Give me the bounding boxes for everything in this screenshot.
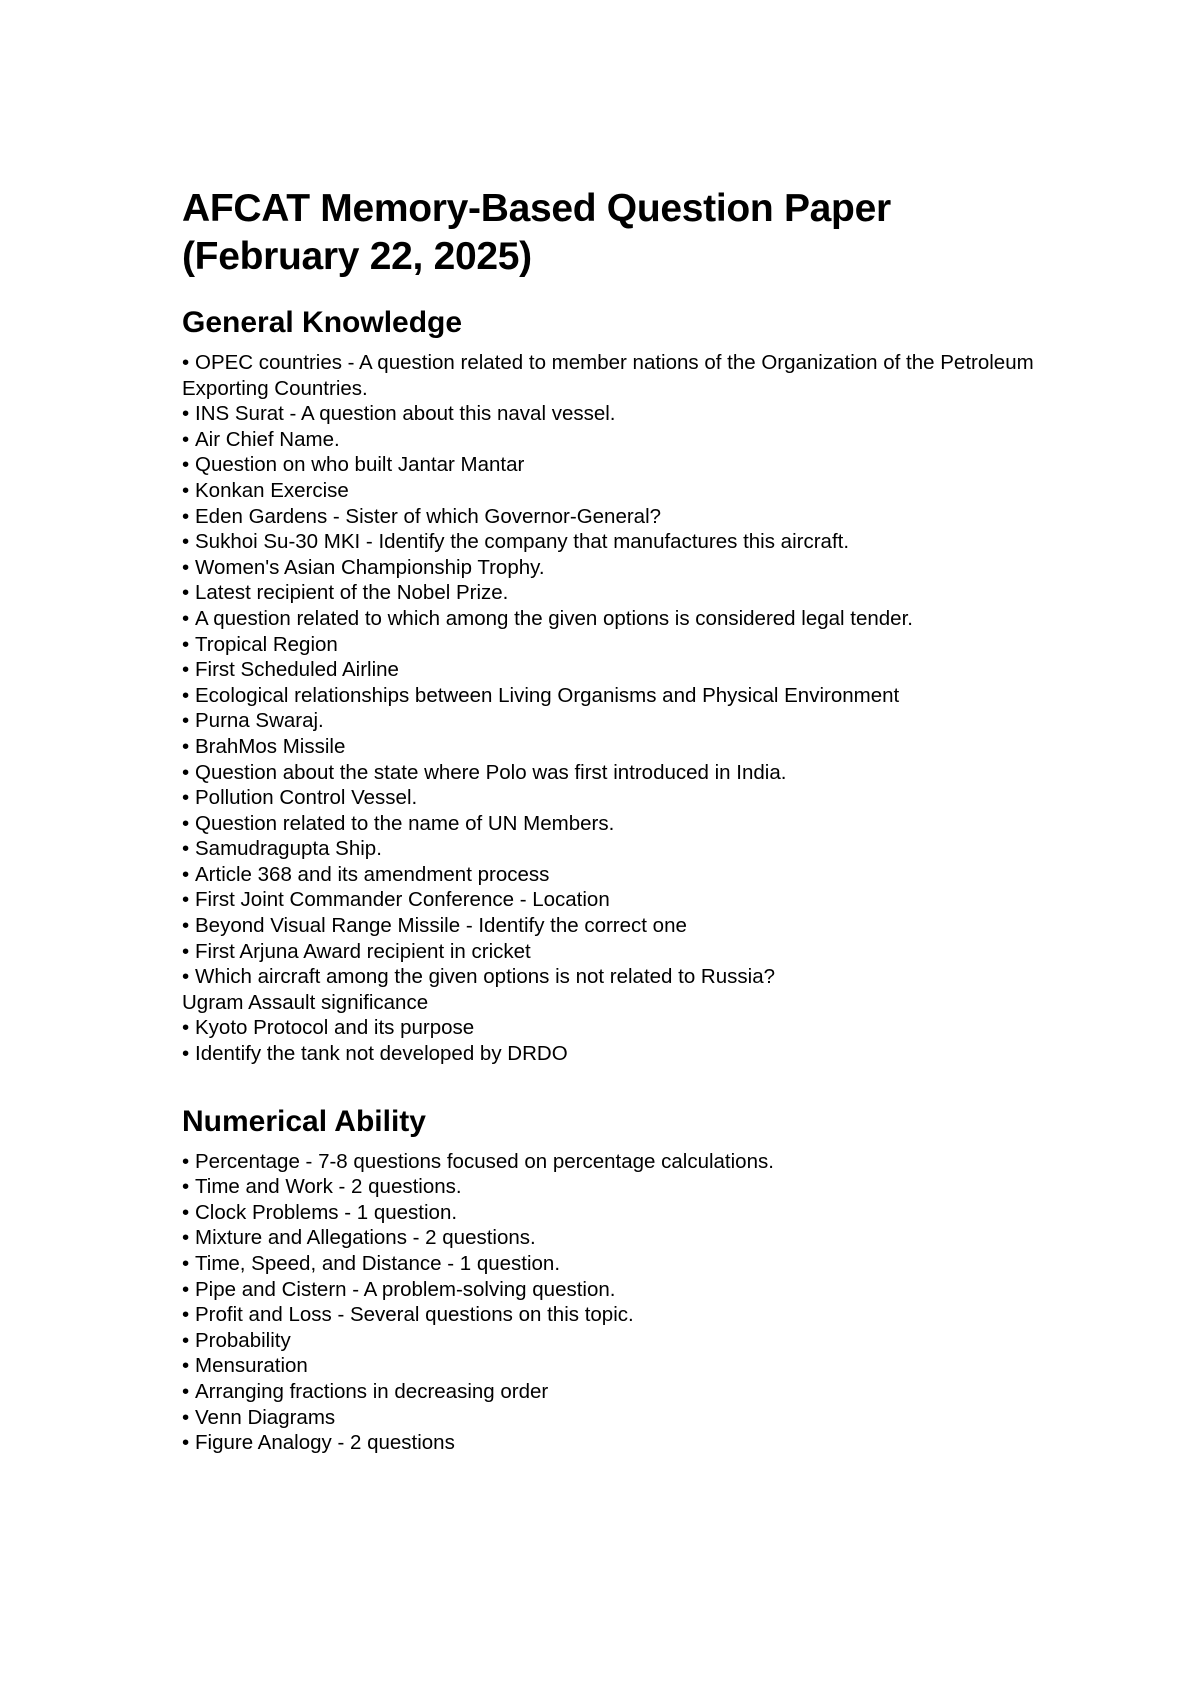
list-item-text: Profit and Loss - Several questions on this topic.: [195, 1303, 634, 1327]
list-item-text: Venn Diagrams: [195, 1405, 336, 1429]
list-item: [182, 1200, 1082, 1226]
list-item-text: Figure Analogy - 2 questions: [195, 1431, 455, 1455]
list-item-text: First Scheduled Airline: [195, 658, 399, 682]
list-item-text: Beyond Visual Range Missile - Identify the correct one: [195, 914, 687, 938]
list-item: [182, 1405, 1082, 1431]
bullet-icon: •: [182, 683, 190, 707]
list-item-text: Women's Asian Championship Trophy.: [195, 555, 545, 579]
list-item: [182, 1041, 1082, 1067]
section-heading-general-knowledge: General Knowledge: [182, 306, 463, 339]
list-item: [182, 657, 1082, 683]
list-item: [182, 1015, 1082, 1041]
list-item: [182, 913, 1082, 939]
list-item: [182, 632, 1082, 658]
document-title-line-2: (February 22, 2025): [182, 235, 532, 278]
bullet-icon: •: [182, 786, 190, 810]
list-item-text: INS Surat - A question about this naval vessel.: [195, 402, 616, 426]
document-title: [182, 185, 1082, 281]
list-item-text: Purna Swaraj.: [195, 709, 324, 733]
list-item: [182, 811, 1082, 837]
list-item: [182, 862, 1082, 888]
list-item-text: Question related to the name of UN Members.: [195, 811, 615, 835]
list-item-text: Question on who built Jantar Mantar: [195, 453, 525, 477]
list-item-text: Article 368 and its amendment process: [195, 862, 550, 886]
list-item: [182, 990, 1082, 1016]
list-item: [182, 452, 1082, 478]
list-item: [182, 350, 1082, 401]
bullet-icon: •: [182, 760, 190, 784]
list-item-text: OPEC countries - A question related to member nations of the Organization of the Petroleum Exporting Countries.: [182, 351, 1034, 400]
list-item: [182, 478, 1082, 504]
bullet-icon: •: [182, 734, 190, 758]
list-item-text: First Joint Commander Conference - Location: [195, 888, 610, 912]
bullet-icon: •: [182, 1328, 190, 1352]
list-item-text: Sukhoi Su-30 MKI - Identify the company that manufactures this aircraft.: [195, 530, 850, 554]
list-item-text: Probability: [195, 1328, 291, 1352]
bullet-icon: •: [182, 606, 190, 630]
bullet-icon: •: [182, 709, 190, 733]
list-item-text: Percentage - 7-8 questions focused on percentage calculations.: [195, 1149, 774, 1173]
list-item: [182, 734, 1082, 760]
list-item: [182, 1277, 1082, 1303]
document-page: [182, 185, 1082, 1456]
list-item-text: Arranging fractions in decreasing order: [195, 1379, 549, 1403]
list-item-text: Identify the tank not developed by DRDO: [195, 1042, 568, 1066]
list-item: [182, 401, 1082, 427]
list-item-text: Eden Gardens - Sister of which Governor-General?: [195, 504, 662, 528]
bullet-icon: •: [182, 939, 190, 963]
list-item: [182, 555, 1082, 581]
bullet-icon: •: [182, 1042, 190, 1066]
list-item-text: First Arjuna Award recipient in cricket: [195, 939, 531, 963]
list-item: [182, 504, 1082, 530]
list-item: [182, 887, 1082, 913]
list-item: [182, 1328, 1082, 1354]
bullet-icon: •: [182, 1354, 190, 1378]
bullet-icon: •: [182, 1405, 190, 1429]
section-heading-numerical-ability: Numerical Ability: [182, 1104, 426, 1138]
bullet-icon: •: [182, 1431, 190, 1455]
list-item: [182, 1430, 1082, 1456]
bullet-icon: •: [182, 504, 190, 528]
bullet-icon: •: [182, 632, 190, 656]
bullet-icon: •: [182, 1277, 190, 1301]
bullet-icon: •: [182, 453, 190, 477]
numerical-ability-list: [182, 1149, 1082, 1456]
bullet-icon: •: [182, 862, 190, 886]
list-item: [182, 529, 1082, 555]
bullet-icon: •: [182, 1379, 190, 1403]
bullet-icon: •: [182, 1200, 190, 1224]
list-item: [182, 1174, 1082, 1200]
document-title-line-1: AFCAT Memory-Based Question Paper: [182, 187, 891, 230]
list-item-text: A question related to which among the given options is considered legal tender.: [195, 606, 913, 630]
list-item-text: Mensuration: [195, 1354, 308, 1378]
bullet-icon: •: [182, 478, 190, 502]
list-item: [182, 1251, 1082, 1277]
list-item: [182, 1225, 1082, 1251]
list-item-text: Latest recipient of the Nobel Prize.: [195, 581, 509, 605]
list-item: [182, 708, 1082, 734]
list-item: [182, 760, 1082, 786]
list-item-text: Air Chief Name.: [195, 427, 340, 451]
list-item: [182, 1353, 1082, 1379]
bullet-icon: •: [182, 555, 190, 579]
list-item-text: Ecological relationships between Living Organisms and Physical Environment: [195, 683, 900, 707]
list-item: [182, 785, 1082, 811]
list-item-text: Tropical Region: [195, 632, 338, 656]
bullet-icon: •: [182, 1303, 190, 1327]
list-item-text: Ugram Assault significance: [182, 990, 429, 1014]
bullet-icon: •: [182, 837, 190, 861]
list-item: [182, 1149, 1082, 1175]
list-item-text: BrahMos Missile: [195, 734, 346, 758]
list-item: [182, 427, 1082, 453]
list-item-text: Pollution Control Vessel.: [195, 786, 418, 810]
bullet-icon: •: [182, 1226, 190, 1250]
bullet-icon: •: [182, 1175, 190, 1199]
list-item: [182, 580, 1082, 606]
list-item-text: Samudragupta Ship.: [195, 837, 382, 861]
list-item-text: Kyoto Protocol and its purpose: [195, 1016, 475, 1040]
bullet-icon: •: [182, 1149, 190, 1173]
bullet-icon: •: [182, 581, 190, 605]
bullet-icon: •: [182, 427, 190, 451]
list-item-text: Time, Speed, and Distance - 1 question.: [195, 1252, 561, 1275]
list-item: [182, 1302, 1082, 1328]
list-item: [182, 836, 1082, 862]
bullet-icon: •: [182, 402, 190, 426]
list-item-text: Konkan Exercise: [195, 478, 349, 502]
list-item-text: Clock Problems - 1 question.: [195, 1200, 458, 1224]
bullet-icon: •: [182, 658, 190, 682]
bullet-icon: •: [182, 1016, 190, 1040]
bullet-icon: •: [182, 351, 190, 374]
list-item: [182, 606, 1082, 632]
bullet-icon: •: [182, 811, 190, 835]
list-item: [182, 964, 1082, 990]
list-item: [182, 1379, 1082, 1405]
list-item-text: Pipe and Cistern - A problem-solving question.: [195, 1277, 616, 1301]
bullet-icon: •: [182, 965, 190, 989]
list-item: [182, 683, 1082, 709]
bullet-icon: •: [182, 888, 190, 912]
bullet-icon: •: [182, 530, 190, 554]
bullet-icon: •: [182, 1252, 190, 1275]
list-item: [182, 939, 1082, 965]
list-item-text: Time and Work - 2 questions.: [195, 1175, 462, 1199]
list-item-text: Mixture and Allegations - 2 questions.: [195, 1226, 536, 1250]
list-item-text: Question about the state where Polo was first introduced in India.: [195, 760, 787, 784]
general-knowledge-list: [182, 350, 1082, 1067]
list-item-text: Which aircraft among the given options is not related to Russia?: [195, 965, 775, 989]
bullet-icon: •: [182, 914, 190, 938]
